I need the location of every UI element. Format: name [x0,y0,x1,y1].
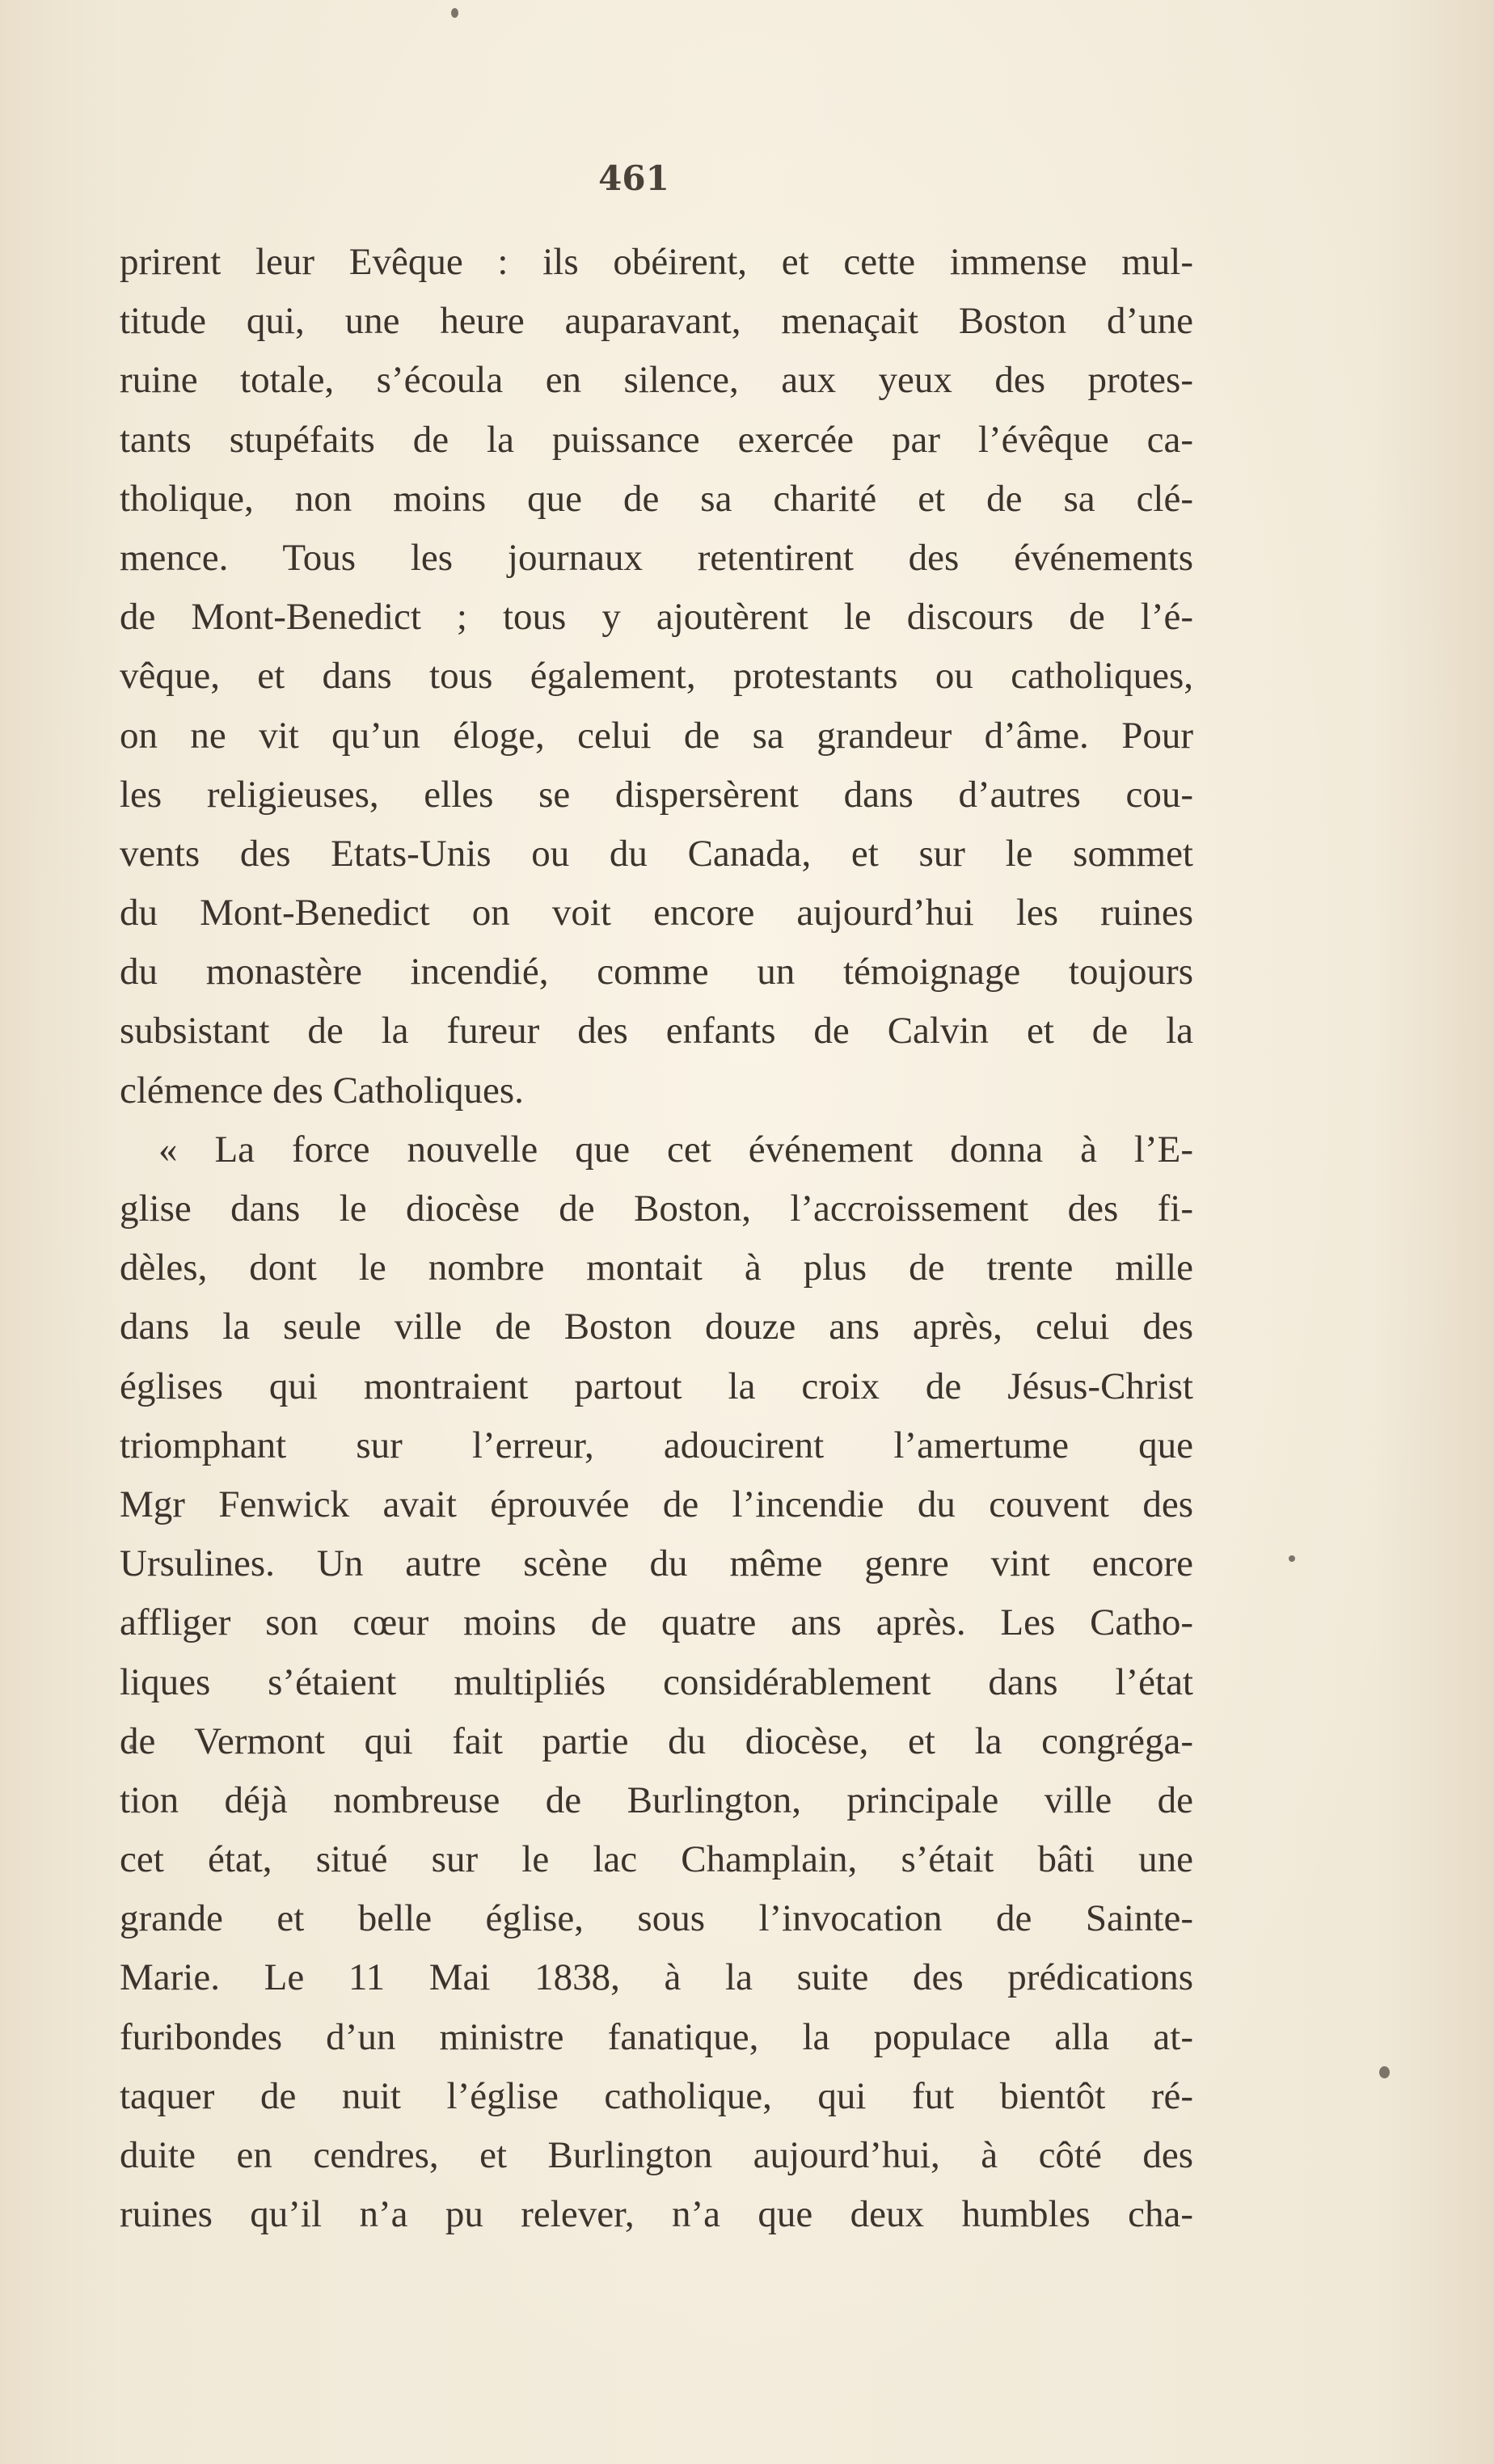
text-line: triomphant sur l’erreur, adoucirent l’amertume que [120,1424,1193,1466]
text-line: du Mont-Benedict on voit encore aujourd’hui les ruines [120,892,1193,935]
text-line: Ursulines. Un autre scène du même genre vint encore [120,1542,1193,1585]
page-number: 461 [598,158,669,198]
text-line: grande et belle église, sous l’invocation de Sainte- [120,1897,1193,1940]
text-line: prirent leur Evêque : ils obéirent, et cette immense mul- [120,241,1193,283]
text-line: tants stupéfaits de la puissance exercée par l’évêque ca- [120,418,1193,461]
text-line: dèles, dont le nombre montait à plus de trente mille [120,1247,1193,1289]
text-line: titude qui, une heure auparavant, menaçait Boston d’une [120,300,1193,343]
text-line: liques s’étaient multipliés considérablement dans l’état [120,1660,1193,1703]
text-line: duite en cendres, et Burlington aujourd’hui, à côté des [120,2134,1193,2176]
text-line: « La force nouvelle que cet événement donna à l’E- [158,1128,1193,1171]
text-line: tion déjà nombreuse de Burlington, principale ville de [120,1778,1193,1821]
text-line: Marie. Le 11 Mai 1838, à la suite des prédications [120,1956,1193,1999]
text-line: vêque, et dans tous également, protestants ou catholiques, [120,655,1193,698]
page-body-text [120,233,1193,2244]
text-line: taquer de nuit l’église catholique, qui fut bientôt ré- [120,2074,1193,2117]
text-line: ruine totale, s’écoula en silence, aux yeux des protes- [120,359,1193,402]
text-line: les religieuses, elles se dispersèrent dans d’autres cou- [120,773,1193,816]
ink-speck [1289,1555,1295,1562]
text-line: cet état, situé sur le lac Champlain, s’était bâti une [120,1838,1193,1881]
text-line: vents des Etats-Unis ou du Canada, et sur le sommet [120,832,1193,875]
text-line: de Vermont qui fait partie du diocèse, et la congréga- [120,1719,1193,1762]
ink-speck [451,8,458,18]
text-line: furibondes d’un ministre fanatique, la populace alla at- [120,2015,1193,2058]
text-line: affliger son cœur moins de quatre ans après. Les Catho- [120,1601,1193,1644]
text-line: on ne vit qu’un éloge, celui de sa grandeur d’âme. Pour [120,714,1193,757]
text-line: églises qui montraient partout la croix de Jésus-Christ [120,1365,1193,1407]
text-line: Mgr Fenwick avait éprouvée de l’incendie du couvent des [120,1483,1193,1525]
text-line: mence. Tous les journaux retentirent des événements [120,536,1193,579]
text-line: de Mont-Benedict ; tous y ajoutèrent le discours de l’é- [120,596,1193,639]
text-line: subsistant de la fureur des enfants de Calvin et de la [120,1010,1193,1053]
text-line: dans la seule ville de Boston douze ans après, celui des [120,1306,1193,1348]
text-line: glise dans le diocèse de Boston, l’accroissement des fi- [120,1188,1193,1230]
text-line: clémence des Catholiques. [120,1069,524,1112]
ink-speck [1379,2066,1390,2078]
text-line: ruines qu’il n’a pu relever, n’a que deux humbles cha- [120,2193,1193,2236]
text-line: du monastère incendié, comme un témoignage toujours [120,951,1193,994]
text-line: tholique, non moins que de sa charité et de sa clé- [120,477,1193,520]
